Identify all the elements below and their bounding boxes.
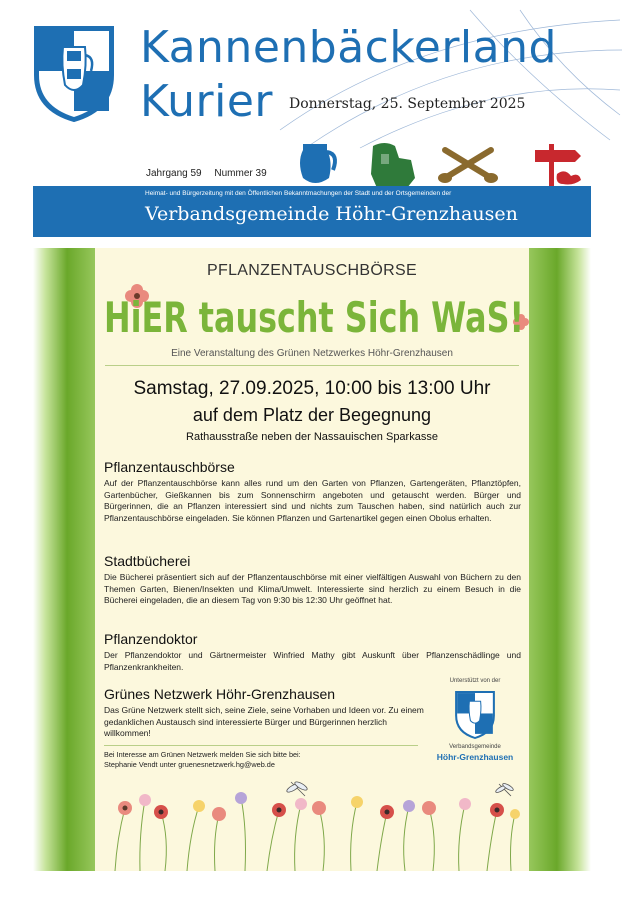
event-address: Rathausstraße neben der Nassauischen Sparkasse (186, 431, 438, 443)
flower-icon (193, 800, 205, 812)
flower-icon (295, 798, 307, 810)
jug-icon (300, 144, 335, 183)
contact-info (104, 750, 424, 770)
section-text: Der Pflanzendoktor und Gärtnermeister Winfried Mathy gibt Auskunft über Pflanzenschädlinge und Pflanzenkrankheiten. (104, 650, 521, 672)
flower-icon (272, 803, 286, 817)
flower-icon (235, 792, 247, 804)
flyer-subtitle: Eine Veranstaltung des Grünen Netzwerkes Höhr-Grenzhausen (171, 348, 453, 359)
flower-icon (139, 794, 151, 806)
section-text: Die Bücherei präsentiert sich auf der Pflanzentauschbörse mit einer vielfältigen Auswahl von Büchern zu den Themen Garten, Bienen/Insekten und Klima/Umwelt. Interessierte sind herzlich zu einem Besuch in die Bücherei eingeladen, die an diesem Tag von 9:30 bis 12:30 Uhr geöffnet hat. (104, 572, 521, 605)
section-heading: Stadtbücherei (104, 553, 191, 569)
flower-icon (510, 809, 520, 819)
contact-line: Stephanie Vendt unter gruenesnetzwerk.hg@web.de (104, 760, 275, 769)
jahrgang: Jahrgang 59 (146, 168, 202, 179)
crossed-pipes-icon (438, 150, 498, 183)
supporter-block (425, 678, 525, 762)
section-heading: Pflanzentauschbörse (104, 459, 235, 475)
event-flyer (95, 248, 529, 871)
slogan-text: HiER tauscht Sich WaS! (104, 293, 524, 342)
flower-icon (351, 796, 363, 808)
contact-line: Bei Interesse am Grünen Netzwerk melden Sie sich bitte bei: (104, 750, 301, 759)
event-place: auf dem Platz der Begegnung (192, 405, 432, 425)
flower-icon (212, 807, 226, 821)
section-text: Das Grüne Netzwerk stellt sich, seine Ziele, seine Vorhaben und Ideen vor. Zu einem gedanklichen Austausch sind interessierte Bürger und Bürgerinnen herzlich willkommen! (104, 705, 424, 738)
flyer-heading: PFLANZENTAUSCHBÖRSE (207, 262, 417, 279)
signpost-icon (535, 144, 581, 188)
issue-meta (146, 168, 277, 179)
regional-symbols (295, 138, 595, 190)
flower-icon (422, 801, 436, 815)
flower-icon (490, 803, 504, 817)
masthead-band (33, 186, 591, 237)
divider (104, 745, 418, 746)
event-date: Samstag, 27.09.2025, 10:00 bis 13:00 Uhr (133, 378, 491, 399)
green-border-left (33, 248, 95, 871)
issue-date: Donnerstag, 25. September 2025 (289, 96, 526, 112)
nummer: Nummer 39 (214, 168, 267, 179)
dragonfly-icon (495, 782, 514, 796)
crest-icon (33, 25, 115, 123)
green-border-right (529, 248, 591, 871)
newspaper-title-line1: Kannenbäckerland (140, 22, 557, 73)
flower-icon (403, 800, 415, 812)
masthead (0, 0, 625, 240)
band-subtitle: Heimat- und Bürgerzeitung mit den Öffentlichen Bekanntmachungen der Stadt und der Ortsgemeinden der (145, 190, 452, 197)
flower-icon (312, 801, 326, 815)
stone-figure-icon (371, 143, 415, 188)
flower-icon (154, 805, 168, 819)
flower-icon (459, 798, 471, 810)
section-text: Auf der Pflanzentauschbörse kann alles rund um den Garten von Pflanzen, Gartengeräten, Pflanztöpfen, Gartenbücher, Gießkannen bis zum Sonnenschirm angeboten und getauscht werden. Bürger und Bürgerinnen, die an Pflanzen interessiert sind und nichts zum Tauschen haben, sind natürlich auch zur Pflanzentauschbörse eingeladen. Sie können Pflanzen und Gartenartikel gegen einen Obolus erhalten. (104, 478, 521, 523)
divider (105, 365, 519, 366)
section-heading: Grünes Netzwerk Höhr-Grenzhausen (104, 686, 336, 702)
supporter-vg: Verbandsgemeinde (449, 744, 501, 750)
supporter-name: Höhr-Grenzhausen (436, 752, 514, 762)
section-heading: Pflanzendoktor (104, 631, 198, 647)
flower-meadow (95, 778, 529, 871)
flower-icon (380, 805, 394, 819)
dragonfly-icon (286, 780, 309, 796)
crest-icon (454, 690, 496, 740)
band-title: Verbandsgemeinde Höhr-Grenzhausen (145, 203, 518, 225)
flower-icon (118, 801, 132, 815)
newspaper-title-line2: Kurier (140, 76, 274, 127)
supporter-label: Unterstützt von der (449, 678, 501, 684)
flyer-slogan (99, 282, 529, 346)
